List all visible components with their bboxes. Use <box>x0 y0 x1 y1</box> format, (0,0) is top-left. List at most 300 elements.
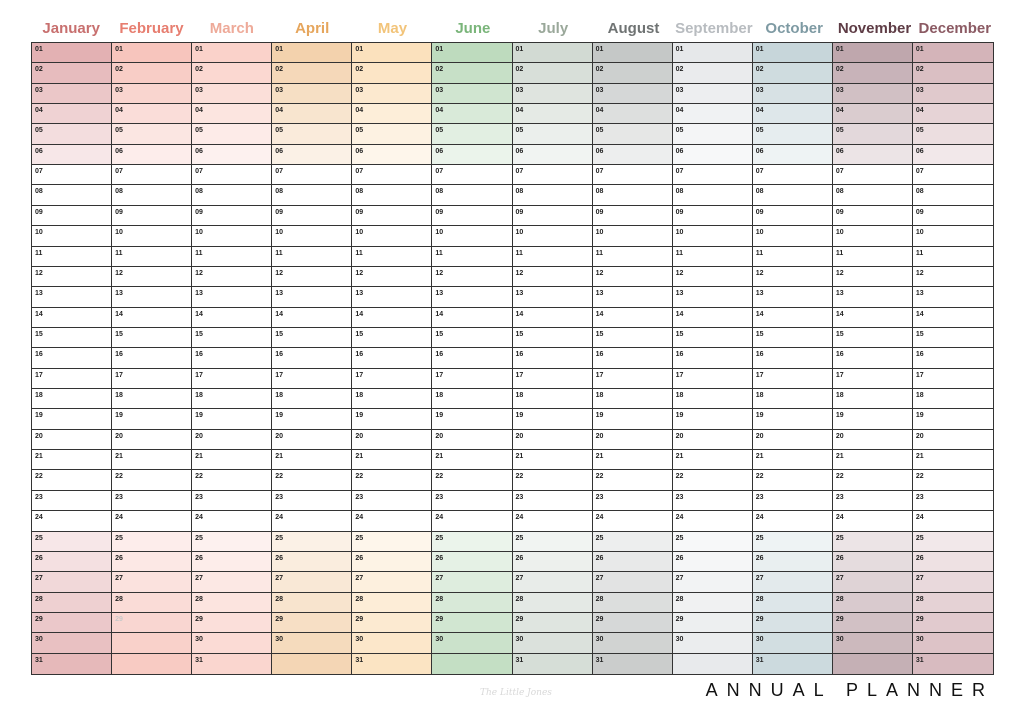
day-cell-december-13[interactable]: 13 <box>913 287 993 307</box>
day-cell-july-1[interactable]: 01 <box>513 43 593 63</box>
day-cell-august-11[interactable]: 11 <box>593 247 673 267</box>
day-cell-december-11[interactable]: 11 <box>913 247 993 267</box>
day-cell-october-4[interactable]: 04 <box>753 104 833 124</box>
day-cell-november-17[interactable]: 17 <box>833 369 913 389</box>
day-cell-august-4[interactable]: 04 <box>593 104 673 124</box>
day-cell-january-30[interactable]: 30 <box>32 633 112 653</box>
day-cell-march-15[interactable]: 15 <box>192 328 272 348</box>
day-cell-july-6[interactable]: 06 <box>513 145 593 165</box>
day-cell-december-3[interactable]: 03 <box>913 84 993 104</box>
day-cell-october-17[interactable]: 17 <box>753 369 833 389</box>
day-cell-september-19[interactable]: 19 <box>673 409 753 429</box>
day-cell-march-9[interactable]: 09 <box>192 206 272 226</box>
day-cell-october-25[interactable]: 25 <box>753 532 833 552</box>
day-cell-july-22[interactable]: 22 <box>513 470 593 490</box>
day-cell-october-10[interactable]: 10 <box>753 226 833 246</box>
day-cell-april-16[interactable]: 16 <box>272 348 352 368</box>
day-cell-august-2[interactable]: 02 <box>593 63 673 83</box>
day-cell-october-26[interactable]: 26 <box>753 552 833 572</box>
day-cell-october-21[interactable]: 21 <box>753 450 833 470</box>
day-cell-march-25[interactable]: 25 <box>192 532 272 552</box>
day-cell-september-14[interactable]: 14 <box>673 308 753 328</box>
day-cell-march-22[interactable]: 22 <box>192 470 272 490</box>
day-cell-march-10[interactable]: 10 <box>192 226 272 246</box>
day-cell-december-15[interactable]: 15 <box>913 328 993 348</box>
day-cell-november-4[interactable]: 04 <box>833 104 913 124</box>
day-cell-july-3[interactable]: 03 <box>513 84 593 104</box>
day-cell-march-13[interactable]: 13 <box>192 287 272 307</box>
day-cell-october-28[interactable]: 28 <box>753 593 833 613</box>
day-cell-august-13[interactable]: 13 <box>593 287 673 307</box>
day-cell-august-24[interactable]: 24 <box>593 511 673 531</box>
day-cell-january-10[interactable]: 10 <box>32 226 112 246</box>
day-cell-may-11[interactable]: 11 <box>352 247 432 267</box>
day-cell-february-10[interactable]: 10 <box>112 226 192 246</box>
day-cell-october-8[interactable]: 08 <box>753 185 833 205</box>
empty-cell-september[interactable] <box>673 654 753 674</box>
day-cell-february-1[interactable]: 01 <box>112 43 192 63</box>
day-cell-november-6[interactable]: 06 <box>833 145 913 165</box>
day-cell-december-1[interactable]: 01 <box>913 43 993 63</box>
day-cell-august-3[interactable]: 03 <box>593 84 673 104</box>
day-cell-may-16[interactable]: 16 <box>352 348 432 368</box>
day-cell-january-29[interactable]: 29 <box>32 613 112 633</box>
day-cell-june-13[interactable]: 13 <box>432 287 512 307</box>
day-cell-february-24[interactable]: 24 <box>112 511 192 531</box>
day-cell-august-18[interactable]: 18 <box>593 389 673 409</box>
day-cell-december-30[interactable]: 30 <box>913 633 993 653</box>
day-cell-may-9[interactable]: 09 <box>352 206 432 226</box>
day-cell-september-24[interactable]: 24 <box>673 511 753 531</box>
day-cell-september-13[interactable]: 13 <box>673 287 753 307</box>
day-cell-september-21[interactable]: 21 <box>673 450 753 470</box>
day-cell-may-8[interactable]: 08 <box>352 185 432 205</box>
day-cell-september-12[interactable]: 12 <box>673 267 753 287</box>
day-cell-january-15[interactable]: 15 <box>32 328 112 348</box>
day-cell-march-4[interactable]: 04 <box>192 104 272 124</box>
day-cell-june-22[interactable]: 22 <box>432 470 512 490</box>
day-cell-march-11[interactable]: 11 <box>192 247 272 267</box>
day-cell-april-3[interactable]: 03 <box>272 84 352 104</box>
day-cell-june-3[interactable]: 03 <box>432 84 512 104</box>
day-cell-february-28[interactable]: 28 <box>112 593 192 613</box>
day-cell-january-1[interactable]: 01 <box>32 43 112 63</box>
day-cell-october-19[interactable]: 19 <box>753 409 833 429</box>
day-cell-november-12[interactable]: 12 <box>833 267 913 287</box>
day-cell-october-5[interactable]: 05 <box>753 124 833 144</box>
day-cell-may-29[interactable]: 29 <box>352 613 432 633</box>
day-cell-january-8[interactable]: 08 <box>32 185 112 205</box>
day-cell-november-25[interactable]: 25 <box>833 532 913 552</box>
day-cell-june-7[interactable]: 07 <box>432 165 512 185</box>
day-cell-february-21[interactable]: 21 <box>112 450 192 470</box>
day-cell-april-15[interactable]: 15 <box>272 328 352 348</box>
day-cell-december-18[interactable]: 18 <box>913 389 993 409</box>
day-cell-march-3[interactable]: 03 <box>192 84 272 104</box>
day-cell-august-6[interactable]: 06 <box>593 145 673 165</box>
day-cell-august-16[interactable]: 16 <box>593 348 673 368</box>
day-cell-february-26[interactable]: 26 <box>112 552 192 572</box>
day-cell-september-3[interactable]: 03 <box>673 84 753 104</box>
day-cell-april-24[interactable]: 24 <box>272 511 352 531</box>
day-cell-june-25[interactable]: 25 <box>432 532 512 552</box>
day-cell-january-2[interactable]: 02 <box>32 63 112 83</box>
day-cell-april-8[interactable]: 08 <box>272 185 352 205</box>
day-cell-september-1[interactable]: 01 <box>673 43 753 63</box>
day-cell-february-18[interactable]: 18 <box>112 389 192 409</box>
day-cell-june-14[interactable]: 14 <box>432 308 512 328</box>
day-cell-may-28[interactable]: 28 <box>352 593 432 613</box>
day-cell-april-27[interactable]: 27 <box>272 572 352 592</box>
day-cell-may-26[interactable]: 26 <box>352 552 432 572</box>
day-cell-june-27[interactable]: 27 <box>432 572 512 592</box>
day-cell-october-12[interactable]: 12 <box>753 267 833 287</box>
day-cell-december-29[interactable]: 29 <box>913 613 993 633</box>
day-cell-october-29[interactable]: 29 <box>753 613 833 633</box>
day-cell-february-4[interactable]: 04 <box>112 104 192 124</box>
day-cell-july-24[interactable]: 24 <box>513 511 593 531</box>
day-cell-june-23[interactable]: 23 <box>432 491 512 511</box>
day-cell-february-27[interactable]: 27 <box>112 572 192 592</box>
day-cell-may-12[interactable]: 12 <box>352 267 432 287</box>
day-cell-march-17[interactable]: 17 <box>192 369 272 389</box>
day-cell-december-12[interactable]: 12 <box>913 267 993 287</box>
day-cell-august-28[interactable]: 28 <box>593 593 673 613</box>
day-cell-april-17[interactable]: 17 <box>272 369 352 389</box>
day-cell-march-24[interactable]: 24 <box>192 511 272 531</box>
day-cell-august-1[interactable]: 01 <box>593 43 673 63</box>
day-cell-august-20[interactable]: 20 <box>593 430 673 450</box>
day-cell-january-22[interactable]: 22 <box>32 470 112 490</box>
day-cell-april-30[interactable]: 30 <box>272 633 352 653</box>
day-cell-august-25[interactable]: 25 <box>593 532 673 552</box>
day-cell-may-18[interactable]: 18 <box>352 389 432 409</box>
day-cell-april-10[interactable]: 10 <box>272 226 352 246</box>
day-cell-march-2[interactable]: 02 <box>192 63 272 83</box>
day-cell-june-18[interactable]: 18 <box>432 389 512 409</box>
day-cell-february-14[interactable]: 14 <box>112 308 192 328</box>
day-cell-february-16[interactable]: 16 <box>112 348 192 368</box>
day-cell-february-5[interactable]: 05 <box>112 124 192 144</box>
day-cell-march-31[interactable]: 31 <box>192 654 272 674</box>
day-cell-may-20[interactable]: 20 <box>352 430 432 450</box>
day-cell-june-10[interactable]: 10 <box>432 226 512 246</box>
day-cell-june-20[interactable]: 20 <box>432 430 512 450</box>
day-cell-july-16[interactable]: 16 <box>513 348 593 368</box>
day-cell-may-13[interactable]: 13 <box>352 287 432 307</box>
day-cell-january-11[interactable]: 11 <box>32 247 112 267</box>
day-cell-august-31[interactable]: 31 <box>593 654 673 674</box>
day-cell-june-4[interactable]: 04 <box>432 104 512 124</box>
day-cell-april-26[interactable]: 26 <box>272 552 352 572</box>
day-cell-november-22[interactable]: 22 <box>833 470 913 490</box>
day-cell-november-10[interactable]: 10 <box>833 226 913 246</box>
day-cell-september-15[interactable]: 15 <box>673 328 753 348</box>
day-cell-february-7[interactable]: 07 <box>112 165 192 185</box>
day-cell-april-11[interactable]: 11 <box>272 247 352 267</box>
day-cell-february-23[interactable]: 23 <box>112 491 192 511</box>
day-cell-march-27[interactable]: 27 <box>192 572 272 592</box>
day-cell-may-14[interactable]: 14 <box>352 308 432 328</box>
day-cell-august-5[interactable]: 05 <box>593 124 673 144</box>
day-cell-may-31[interactable]: 31 <box>352 654 432 674</box>
day-cell-april-22[interactable]: 22 <box>272 470 352 490</box>
day-cell-august-23[interactable]: 23 <box>593 491 673 511</box>
day-cell-december-16[interactable]: 16 <box>913 348 993 368</box>
day-cell-january-26[interactable]: 26 <box>32 552 112 572</box>
day-cell-april-25[interactable]: 25 <box>272 532 352 552</box>
day-cell-july-11[interactable]: 11 <box>513 247 593 267</box>
day-cell-december-2[interactable]: 02 <box>913 63 993 83</box>
day-cell-august-10[interactable]: 10 <box>593 226 673 246</box>
day-cell-june-9[interactable]: 09 <box>432 206 512 226</box>
day-cell-october-27[interactable]: 27 <box>753 572 833 592</box>
day-cell-july-13[interactable]: 13 <box>513 287 593 307</box>
day-cell-november-2[interactable]: 02 <box>833 63 913 83</box>
day-cell-november-30[interactable]: 30 <box>833 633 913 653</box>
day-cell-july-18[interactable]: 18 <box>513 389 593 409</box>
day-cell-june-8[interactable]: 08 <box>432 185 512 205</box>
day-cell-november-8[interactable]: 08 <box>833 185 913 205</box>
day-cell-september-6[interactable]: 06 <box>673 145 753 165</box>
day-cell-may-24[interactable]: 24 <box>352 511 432 531</box>
day-cell-february-9[interactable]: 09 <box>112 206 192 226</box>
day-cell-july-9[interactable]: 09 <box>513 206 593 226</box>
day-cell-january-3[interactable]: 03 <box>32 84 112 104</box>
day-cell-october-11[interactable]: 11 <box>753 247 833 267</box>
day-cell-may-27[interactable]: 27 <box>352 572 432 592</box>
empty-cell-february[interactable] <box>112 633 192 653</box>
day-cell-may-19[interactable]: 19 <box>352 409 432 429</box>
day-cell-december-8[interactable]: 08 <box>913 185 993 205</box>
day-cell-june-6[interactable]: 06 <box>432 145 512 165</box>
day-cell-june-15[interactable]: 15 <box>432 328 512 348</box>
day-cell-august-17[interactable]: 17 <box>593 369 673 389</box>
day-cell-august-8[interactable]: 08 <box>593 185 673 205</box>
day-cell-september-10[interactable]: 10 <box>673 226 753 246</box>
day-cell-june-28[interactable]: 28 <box>432 593 512 613</box>
day-cell-january-16[interactable]: 16 <box>32 348 112 368</box>
day-cell-november-18[interactable]: 18 <box>833 389 913 409</box>
day-cell-september-20[interactable]: 20 <box>673 430 753 450</box>
day-cell-december-31[interactable]: 31 <box>913 654 993 674</box>
day-cell-august-30[interactable]: 30 <box>593 633 673 653</box>
day-cell-august-27[interactable]: 27 <box>593 572 673 592</box>
day-cell-march-5[interactable]: 05 <box>192 124 272 144</box>
day-cell-february-29[interactable]: 29 <box>112 613 192 633</box>
day-cell-july-27[interactable]: 27 <box>513 572 593 592</box>
day-cell-february-19[interactable]: 19 <box>112 409 192 429</box>
day-cell-may-15[interactable]: 15 <box>352 328 432 348</box>
day-cell-october-2[interactable]: 02 <box>753 63 833 83</box>
day-cell-july-23[interactable]: 23 <box>513 491 593 511</box>
day-cell-july-7[interactable]: 07 <box>513 165 593 185</box>
day-cell-december-5[interactable]: 05 <box>913 124 993 144</box>
day-cell-september-22[interactable]: 22 <box>673 470 753 490</box>
day-cell-november-27[interactable]: 27 <box>833 572 913 592</box>
day-cell-june-30[interactable]: 30 <box>432 633 512 653</box>
day-cell-october-30[interactable]: 30 <box>753 633 833 653</box>
day-cell-september-5[interactable]: 05 <box>673 124 753 144</box>
day-cell-september-29[interactable]: 29 <box>673 613 753 633</box>
day-cell-october-22[interactable]: 22 <box>753 470 833 490</box>
day-cell-july-21[interactable]: 21 <box>513 450 593 470</box>
day-cell-march-26[interactable]: 26 <box>192 552 272 572</box>
day-cell-april-7[interactable]: 07 <box>272 165 352 185</box>
day-cell-july-31[interactable]: 31 <box>513 654 593 674</box>
day-cell-may-17[interactable]: 17 <box>352 369 432 389</box>
day-cell-february-25[interactable]: 25 <box>112 532 192 552</box>
day-cell-november-23[interactable]: 23 <box>833 491 913 511</box>
day-cell-july-4[interactable]: 04 <box>513 104 593 124</box>
day-cell-march-6[interactable]: 06 <box>192 145 272 165</box>
day-cell-september-4[interactable]: 04 <box>673 104 753 124</box>
day-cell-april-4[interactable]: 04 <box>272 104 352 124</box>
day-cell-december-28[interactable]: 28 <box>913 593 993 613</box>
day-cell-may-7[interactable]: 07 <box>352 165 432 185</box>
day-cell-may-23[interactable]: 23 <box>352 491 432 511</box>
day-cell-june-1[interactable]: 01 <box>432 43 512 63</box>
day-cell-december-27[interactable]: 27 <box>913 572 993 592</box>
day-cell-may-10[interactable]: 10 <box>352 226 432 246</box>
day-cell-april-1[interactable]: 01 <box>272 43 352 63</box>
day-cell-june-12[interactable]: 12 <box>432 267 512 287</box>
day-cell-november-19[interactable]: 19 <box>833 409 913 429</box>
day-cell-july-26[interactable]: 26 <box>513 552 593 572</box>
day-cell-january-17[interactable]: 17 <box>32 369 112 389</box>
day-cell-december-17[interactable]: 17 <box>913 369 993 389</box>
day-cell-january-6[interactable]: 06 <box>32 145 112 165</box>
day-cell-november-24[interactable]: 24 <box>833 511 913 531</box>
day-cell-december-25[interactable]: 25 <box>913 532 993 552</box>
day-cell-february-11[interactable]: 11 <box>112 247 192 267</box>
day-cell-july-5[interactable]: 05 <box>513 124 593 144</box>
day-cell-january-14[interactable]: 14 <box>32 308 112 328</box>
day-cell-january-13[interactable]: 13 <box>32 287 112 307</box>
day-cell-may-6[interactable]: 06 <box>352 145 432 165</box>
day-cell-november-16[interactable]: 16 <box>833 348 913 368</box>
day-cell-august-19[interactable]: 19 <box>593 409 673 429</box>
day-cell-july-15[interactable]: 15 <box>513 328 593 348</box>
day-cell-november-1[interactable]: 01 <box>833 43 913 63</box>
day-cell-july-29[interactable]: 29 <box>513 613 593 633</box>
day-cell-july-30[interactable]: 30 <box>513 633 593 653</box>
day-cell-january-19[interactable]: 19 <box>32 409 112 429</box>
day-cell-november-11[interactable]: 11 <box>833 247 913 267</box>
day-cell-april-29[interactable]: 29 <box>272 613 352 633</box>
day-cell-october-15[interactable]: 15 <box>753 328 833 348</box>
day-cell-july-8[interactable]: 08 <box>513 185 593 205</box>
day-cell-march-28[interactable]: 28 <box>192 593 272 613</box>
day-cell-february-15[interactable]: 15 <box>112 328 192 348</box>
day-cell-october-23[interactable]: 23 <box>753 491 833 511</box>
day-cell-april-13[interactable]: 13 <box>272 287 352 307</box>
day-cell-october-14[interactable]: 14 <box>753 308 833 328</box>
day-cell-december-7[interactable]: 07 <box>913 165 993 185</box>
day-cell-january-31[interactable]: 31 <box>32 654 112 674</box>
day-cell-july-17[interactable]: 17 <box>513 369 593 389</box>
day-cell-august-22[interactable]: 22 <box>593 470 673 490</box>
day-cell-december-4[interactable]: 04 <box>913 104 993 124</box>
day-cell-august-14[interactable]: 14 <box>593 308 673 328</box>
day-cell-august-9[interactable]: 09 <box>593 206 673 226</box>
day-cell-march-1[interactable]: 01 <box>192 43 272 63</box>
day-cell-july-14[interactable]: 14 <box>513 308 593 328</box>
day-cell-march-18[interactable]: 18 <box>192 389 272 409</box>
day-cell-december-6[interactable]: 06 <box>913 145 993 165</box>
day-cell-november-3[interactable]: 03 <box>833 84 913 104</box>
day-cell-december-19[interactable]: 19 <box>913 409 993 429</box>
day-cell-april-9[interactable]: 09 <box>272 206 352 226</box>
day-cell-may-4[interactable]: 04 <box>352 104 432 124</box>
day-cell-january-20[interactable]: 20 <box>32 430 112 450</box>
day-cell-november-9[interactable]: 09 <box>833 206 913 226</box>
day-cell-may-22[interactable]: 22 <box>352 470 432 490</box>
day-cell-november-20[interactable]: 20 <box>833 430 913 450</box>
empty-cell-november[interactable] <box>833 654 913 674</box>
day-cell-june-2[interactable]: 02 <box>432 63 512 83</box>
empty-cell-june[interactable] <box>432 654 512 674</box>
day-cell-august-12[interactable]: 12 <box>593 267 673 287</box>
day-cell-may-1[interactable]: 01 <box>352 43 432 63</box>
day-cell-february-8[interactable]: 08 <box>112 185 192 205</box>
day-cell-april-14[interactable]: 14 <box>272 308 352 328</box>
day-cell-january-18[interactable]: 18 <box>32 389 112 409</box>
day-cell-april-6[interactable]: 06 <box>272 145 352 165</box>
day-cell-march-30[interactable]: 30 <box>192 633 272 653</box>
day-cell-may-25[interactable]: 25 <box>352 532 432 552</box>
day-cell-september-11[interactable]: 11 <box>673 247 753 267</box>
day-cell-june-11[interactable]: 11 <box>432 247 512 267</box>
day-cell-january-7[interactable]: 07 <box>32 165 112 185</box>
day-cell-august-26[interactable]: 26 <box>593 552 673 572</box>
day-cell-may-3[interactable]: 03 <box>352 84 432 104</box>
day-cell-july-19[interactable]: 19 <box>513 409 593 429</box>
day-cell-april-18[interactable]: 18 <box>272 389 352 409</box>
day-cell-august-15[interactable]: 15 <box>593 328 673 348</box>
day-cell-april-21[interactable]: 21 <box>272 450 352 470</box>
day-cell-february-2[interactable]: 02 <box>112 63 192 83</box>
day-cell-september-17[interactable]: 17 <box>673 369 753 389</box>
day-cell-february-22[interactable]: 22 <box>112 470 192 490</box>
day-cell-march-7[interactable]: 07 <box>192 165 272 185</box>
day-cell-july-10[interactable]: 10 <box>513 226 593 246</box>
day-cell-february-13[interactable]: 13 <box>112 287 192 307</box>
day-cell-february-6[interactable]: 06 <box>112 145 192 165</box>
day-cell-september-25[interactable]: 25 <box>673 532 753 552</box>
day-cell-march-19[interactable]: 19 <box>192 409 272 429</box>
day-cell-september-2[interactable]: 02 <box>673 63 753 83</box>
day-cell-december-22[interactable]: 22 <box>913 470 993 490</box>
day-cell-april-2[interactable]: 02 <box>272 63 352 83</box>
day-cell-november-14[interactable]: 14 <box>833 308 913 328</box>
day-cell-march-20[interactable]: 20 <box>192 430 272 450</box>
day-cell-september-28[interactable]: 28 <box>673 593 753 613</box>
day-cell-december-10[interactable]: 10 <box>913 226 993 246</box>
day-cell-october-20[interactable]: 20 <box>753 430 833 450</box>
day-cell-january-5[interactable]: 05 <box>32 124 112 144</box>
day-cell-july-28[interactable]: 28 <box>513 593 593 613</box>
day-cell-november-28[interactable]: 28 <box>833 593 913 613</box>
empty-cell-april[interactable] <box>272 654 352 674</box>
day-cell-november-7[interactable]: 07 <box>833 165 913 185</box>
empty-cell-february[interactable] <box>112 654 192 674</box>
day-cell-december-14[interactable]: 14 <box>913 308 993 328</box>
day-cell-september-30[interactable]: 30 <box>673 633 753 653</box>
day-cell-december-21[interactable]: 21 <box>913 450 993 470</box>
day-cell-december-9[interactable]: 09 <box>913 206 993 226</box>
day-cell-june-19[interactable]: 19 <box>432 409 512 429</box>
